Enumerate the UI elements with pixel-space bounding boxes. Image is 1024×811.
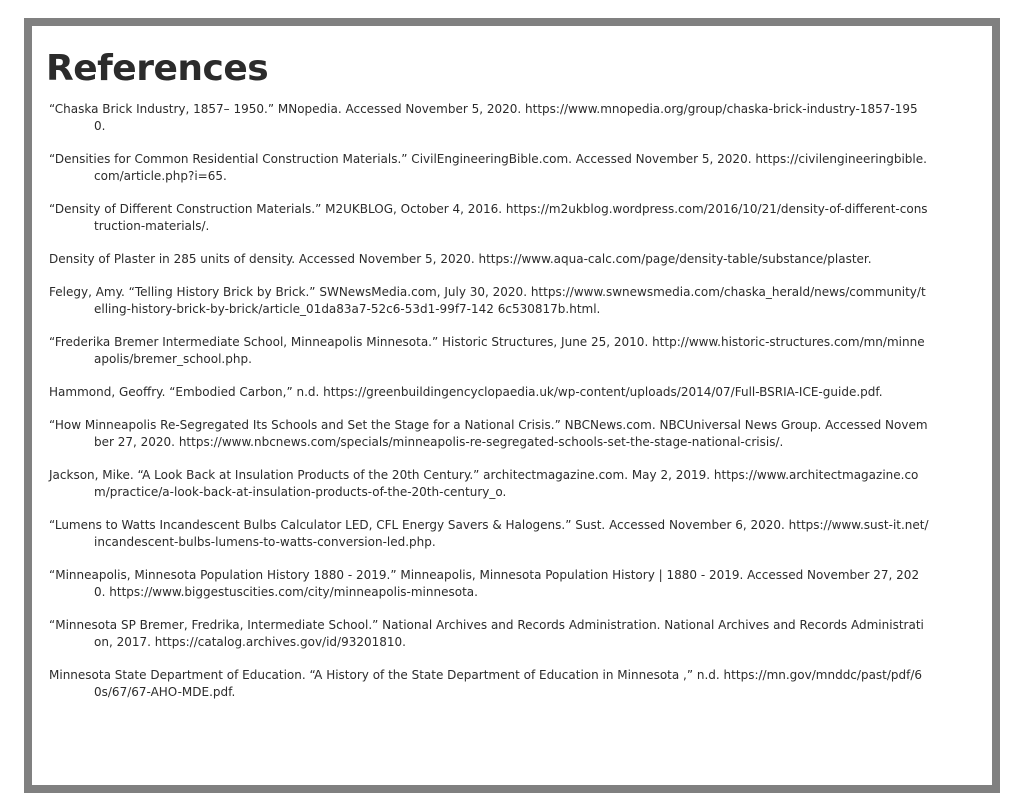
reference-item: “Minnesota SP Bremer, Fredrika, Intermediate School.” National Archives and Records Administration. National Archives and Records Administration, 2017. https://catalog.archives.gov/id/93201810. (49, 618, 924, 649)
reference-item: “Frederika Bremer Intermediate School, Minneapolis Minnesota.” Historic Structures, June 25, 2010. http://www.historic-structures.com/mn/minneapolis/bremer_school.php. (49, 335, 925, 366)
reference-item: Density of Plaster in 285 units of density. Accessed November 5, 2020. https://www.aqua-calc.com/page/density-table/substance/plaster. (49, 252, 872, 266)
reference-item: Felegy, Amy. “Telling History Brick by Brick.” SWNewsMedia.com, July 30, 2020. https://www.swnewsmedia.com/chaska_herald/news/community/telling-history-brick-by-brick/article_01da83a7-52c6-53d1-99f7-142 6c530817b.html. (49, 285, 926, 316)
page-frame (24, 18, 1000, 793)
reference-item: “Densities for Common Residential Construction Materials.” CivilEngineeringBible.com. Accessed November 5, 2020. https://civilengineeringbible.com/article.php?i=65. (49, 152, 927, 183)
reference-item: “Minneapolis, Minnesota Population History 1880 - 2019.” Minneapolis, Minnesota Population History | 1880 - 2019. Accessed November 27, 2020. https://www.biggestuscities.com/city/minneapolis-minnesota. (49, 568, 920, 599)
page-title: References (46, 48, 269, 89)
reference-item: Minnesota State Department of Education. “A History of the State Department of Education in Minnesota ,” n.d. https://mn.gov/mnddc/past/pdf/60s/67/67-AHO-MDE.pdf. (49, 668, 923, 699)
reference-list (49, 101, 929, 717)
reference-item: Hammond, Geoffry. “Embodied Carbon,” n.d. https://greenbuildingencyclopaedia.uk/wp-content/uploads/2014/07/Full-BSRIA-ICE-guide.pdf. (49, 385, 883, 399)
reference-item: “Lumens to Watts Incandescent Bulbs Calculator LED, CFL Energy Savers & Halogens.” Sust. Accessed November 6, 2020. https://www.sust-it.net/incandescent-bulbs-lumens-to-watts-conversion-led.php. (49, 518, 929, 549)
reference-item: “Chaska Brick Industry, 1857– 1950.” MNopedia. Accessed November 5, 2020. https://www.mnopedia.org/group/chaska-brick-industry-1857-1950. (49, 102, 918, 133)
reference-item: “How Minneapolis Re-Segregated Its Schools and Set the Stage for a National Crisis.” NBCNews.com. NBCUniversal News Group. Accessed November 27, 2020. https://www.nbcnews.com/specials/minneapolis-re-segregated-schools-set-the-stage-national-crisis/. (49, 418, 928, 449)
reference-item: “Density of Different Construction Materials.” M2UKBLOG, October 4, 2016. https://m2ukblog.wordpress.com/2016/10/21/density-of-different-construction-materials/. (49, 202, 928, 233)
reference-item: Jackson, Mike. “A Look Back at Insulation Products of the 20th Century.” architectmagazine.com. May 2, 2019. https://www.architectmagazine.com/practice/a-look-back-at-insulation-products-of-the-20th-century_o. (49, 468, 919, 499)
